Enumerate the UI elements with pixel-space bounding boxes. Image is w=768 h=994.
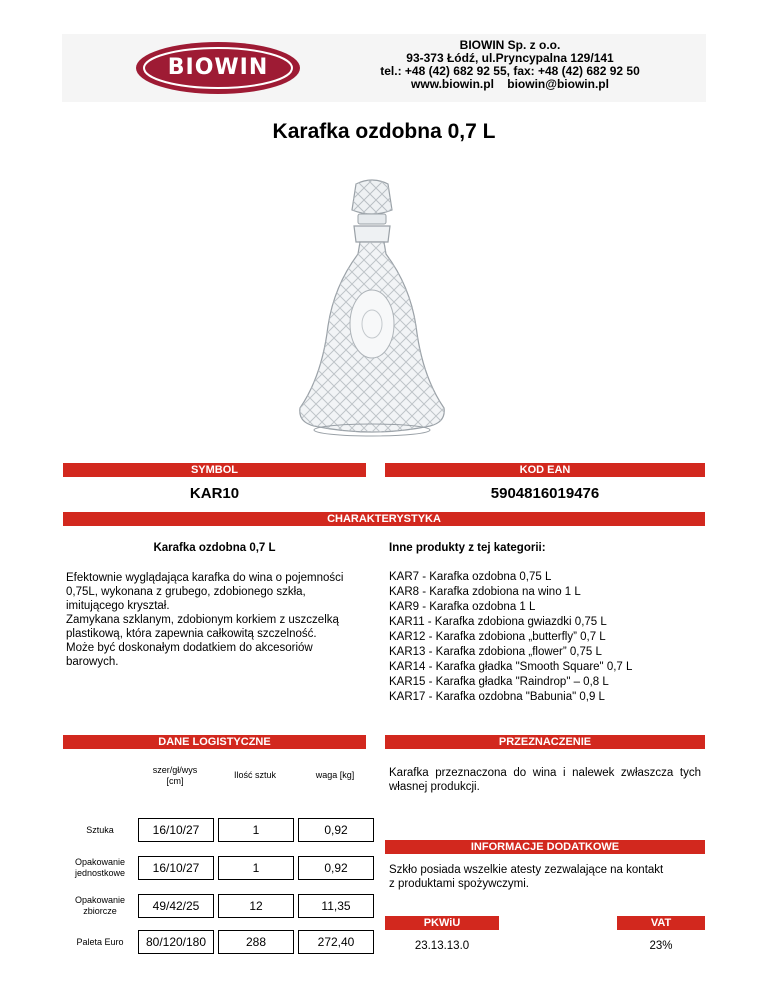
symbol-value: KAR10: [189, 485, 240, 502]
weight-box: 0,92: [298, 818, 374, 842]
col-dims-line: [cm]: [166, 776, 184, 786]
row-label: Paleta Euro: [76, 937, 124, 947]
other-products-list: [389, 570, 709, 705]
ean-value: 5904816019476: [490, 485, 600, 502]
symbol-header: SYMBOL: [63, 463, 366, 477]
dims-box: 80/120/180: [138, 930, 214, 954]
company-info: [330, 39, 690, 91]
description-line: Zamykana szklanym, zdobionym korkiem z uszczelką: [66, 614, 339, 626]
company-name: BIOWIN Sp. z o.o.: [459, 38, 561, 52]
description-line: barowych.: [66, 656, 119, 668]
company-contact: [330, 78, 690, 91]
purpose-line: własnej produkcji.: [389, 781, 480, 793]
qty-box: 12: [218, 894, 294, 918]
company-web[interactable]: www.biowin.pl: [411, 77, 494, 91]
ean-header: KOD EAN: [385, 463, 705, 477]
col-dims-line: szer/gł/wys: [152, 765, 198, 775]
other-products-header: Inne produkty z tej kategorii:: [389, 542, 546, 554]
qty-box: 288: [218, 930, 294, 954]
product-description: [66, 571, 366, 669]
pkwiu-header: PKWiU: [385, 916, 499, 930]
other-product-item: KAR13 - Karafka zdobiona „flower” 0,75 L: [389, 646, 602, 658]
page-title: Karafka ozdobna 0,7 L: [272, 120, 496, 143]
qty-box: 1: [218, 818, 294, 842]
weight-box: 11,35: [298, 894, 374, 918]
description-line: imitującego kryształ.: [66, 600, 170, 612]
description-line: plastikową, która zapewnia całkowitą szczelność.: [66, 628, 317, 640]
description-line: Może być doskonałym dodatkiem do akcesoriów: [66, 642, 313, 654]
weight-box: 272,40: [298, 930, 374, 954]
additional-info-text: [389, 863, 701, 891]
row-label: Opakowanie jednostkowe: [74, 857, 126, 878]
dims-box: 16/10/27: [138, 856, 214, 880]
row-label: Sztuka: [86, 825, 114, 835]
company-logo: [134, 40, 302, 96]
logistics-col-weight: waga [kg]: [315, 770, 355, 780]
other-product-item: KAR9 - Karafka ozdobna 1 L: [389, 601, 536, 613]
logistics-header: DANE LOGISTYCZNE: [63, 735, 366, 749]
weight-box: 0,92: [298, 856, 374, 880]
description-line: Efektownie wyglądająca karafka do wina o pojemności: [66, 572, 344, 584]
logo-text: BIOWIN: [167, 55, 269, 80]
logistics-col-qty: Ilość sztuk: [233, 770, 276, 780]
purpose-header: PRZEZNACZENIE: [385, 735, 705, 749]
other-product-item: KAR11 - Karafka zdobiona gwiazdki 0,75 L: [389, 616, 607, 628]
other-product-item: KAR8 - Karafka zdobiona na wino 1 L: [389, 586, 581, 598]
other-product-item: KAR7 - Karafka ozdobna 0,75 L: [389, 571, 552, 583]
vat-header: VAT: [617, 916, 705, 930]
pkwiu-value: 23.13.13.0: [414, 940, 470, 952]
other-product-item: KAR12 - Karafka zdobiona „butterfly” 0,7 L: [389, 631, 606, 643]
other-product-item: KAR14 - Karafka gładka "Smooth Square" 0,7 L: [389, 661, 633, 673]
dims-box: 49/42/25: [138, 894, 214, 918]
additional-line: z produktami spożywczymi.: [389, 878, 529, 890]
additional-line: Szkło posiada wszelkie atesty zezwalające na kontakt: [389, 864, 664, 876]
company-email[interactable]: biowin@biowin.pl: [507, 77, 609, 91]
additional-info-header: INFORMACJE DODATKOWE: [385, 840, 705, 854]
purpose-line: Karafka przeznaczona do wina i nalewek zwłaszcza tych: [389, 767, 701, 779]
qty-box: 1: [218, 856, 294, 880]
company-address: 93-373 Łódź, ul.Pryncypalna 129/141: [406, 51, 614, 65]
row-label: Opakowanie zbiorcze: [74, 895, 126, 916]
other-product-item: KAR15 - Karafka gładka "Raindrop" – 0,8 L: [389, 676, 609, 688]
vat-value: 23%: [649, 940, 673, 952]
product-image: [298, 176, 446, 454]
dims-box: 16/10/27: [138, 818, 214, 842]
characteristics-header: CHARAKTERYSTYKA: [63, 512, 705, 526]
purpose-text: [389, 766, 701, 794]
other-product-item: KAR17 - Karafka ozdobna "Babunia" 0,9 L: [389, 691, 605, 703]
company-phone: tel.: +48 (42) 682 92 55, fax: +48 (42) 682 92 50: [380, 64, 640, 78]
product-name: Karafka ozdobna 0,7 L: [153, 542, 276, 554]
description-line: 0,75L, wykonana z grubego, zdobionego szkła,: [66, 586, 306, 598]
logistics-col-dims: [138, 765, 212, 787]
